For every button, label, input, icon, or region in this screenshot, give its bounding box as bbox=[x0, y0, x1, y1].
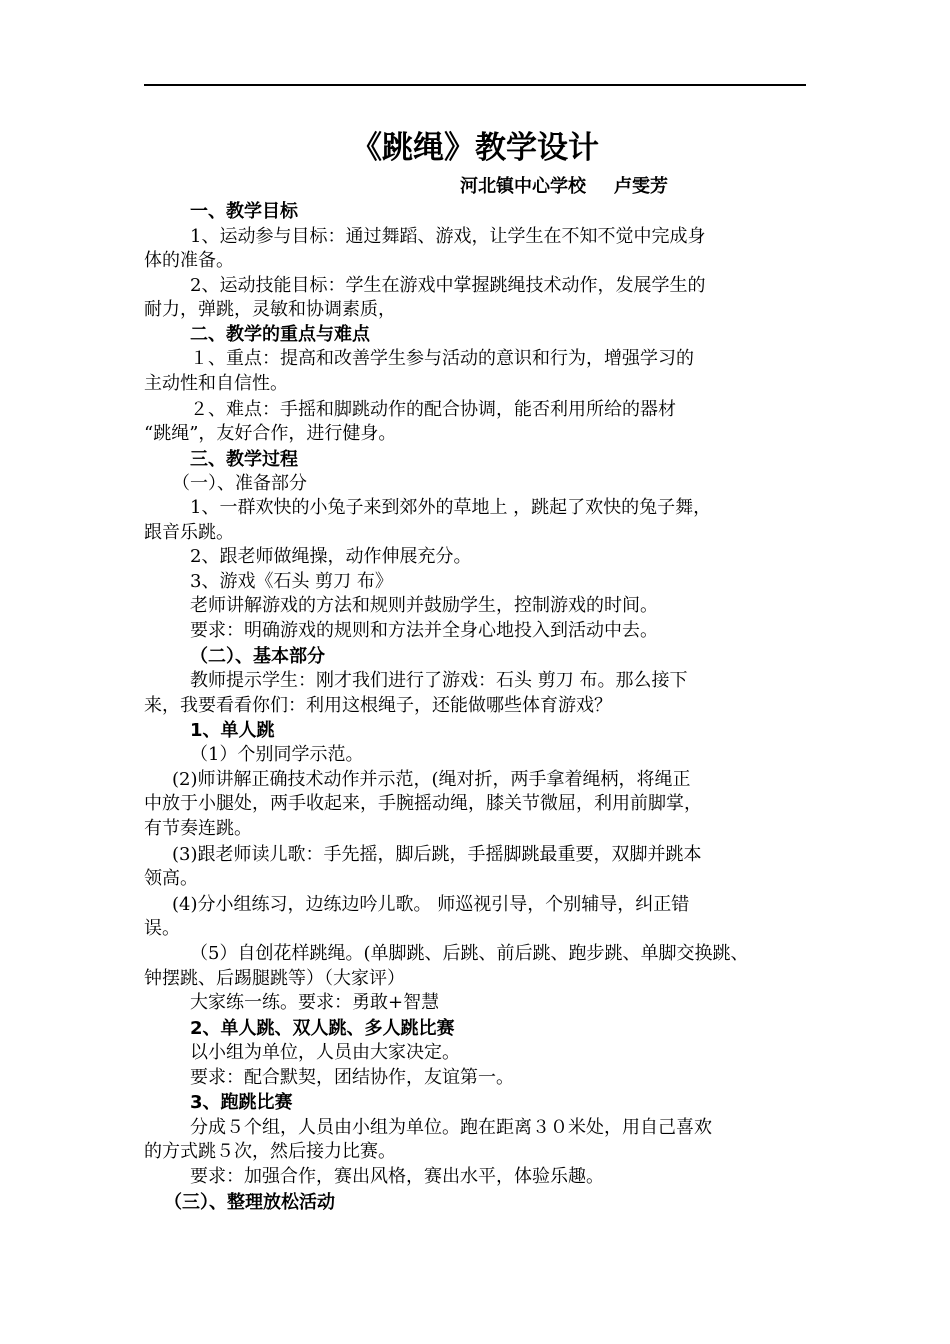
section-heading: 二、教学的重点与难点 bbox=[190, 324, 370, 345]
paragraph-line: （1）个别同学示范。 bbox=[190, 744, 364, 765]
paragraph-line: 中放于小腿处，两手收起来，手腕摇动绳，膝关节微屈，利用前脚掌， bbox=[144, 793, 702, 814]
paragraph-line: 分成５个组，人员由小组为单位。跑在距离３０米处，用自己喜欢 bbox=[190, 1117, 712, 1138]
author-line bbox=[460, 176, 668, 198]
school-name: 河北镇中心学校 bbox=[460, 176, 586, 197]
paragraph-line: 教师提示学生：刚才我们进行了游戏：石头 剪刀 布。那么接下 bbox=[190, 670, 688, 691]
paragraph-line: 钟摆跳、后踢腿跳等）（大家评） bbox=[144, 968, 405, 989]
item-heading: 2、单人跳、双人跳、多人跳比赛 bbox=[190, 1018, 455, 1039]
paragraph-line: 1、运动参与目标：通过舞蹈、游戏，让学生在不知不觉中完成身 bbox=[190, 226, 706, 247]
paragraph-line: （5）自创花样跳绳。(单脚跳、后跳、前后跳、跑步跳、单脚交换跳、 bbox=[190, 943, 749, 964]
paragraph-line: 大家练一练。要求：勇敢+智慧 bbox=[190, 992, 440, 1013]
paragraph-line: (2)师讲解正确技术动作并示范，(绳对折，两手拿着绳柄，将绳正 bbox=[172, 769, 691, 790]
document-title: 《跳绳》教学设计 bbox=[351, 130, 599, 166]
paragraph-line: 以小组为单位，人员由大家决定。 bbox=[190, 1042, 460, 1063]
subsection-heading: （一）、准备部分 bbox=[172, 473, 307, 494]
section-heading: 一、教学目标 bbox=[190, 201, 298, 222]
paragraph-line: 2、跟老师做绳操，动作伸展充分。 bbox=[190, 546, 472, 567]
paragraph-line: 2、运动技能目标：学生在游戏中掌握跳绳技术动作，发展学生的 bbox=[190, 275, 706, 296]
paragraph-line: １、重点：提高和改善学生参与活动的意识和行为，增强学习的 bbox=[190, 348, 694, 369]
paragraph-line: 跟音乐跳。 bbox=[144, 522, 234, 543]
paragraph-line: 来，我要看看你们：利用这根绳子，还能做哪些体育游戏？ bbox=[144, 695, 612, 716]
paragraph-line: 领高。 bbox=[144, 868, 198, 889]
paragraph-line: 主动性和自信性。 bbox=[144, 373, 288, 394]
paragraph-line: 的方式跳５次，然后接力比赛。 bbox=[144, 1141, 396, 1162]
section-heading: 三、教学过程 bbox=[190, 449, 298, 470]
paragraph-line: “跳绳”，友好合作，进行健身。 bbox=[144, 423, 397, 444]
paragraph-line: ２、难点：手摇和脚跳动作的配合协调，能否利用所给的器材 bbox=[190, 399, 676, 420]
paragraph-line: 要求：加强合作，赛出风格，赛出水平，体验乐趣。 bbox=[190, 1166, 604, 1187]
paragraph-line: 1、一群欢快的小兔子来到郊外的草地上 ，跳起了欢快的兔子舞， bbox=[190, 497, 712, 518]
paragraph-line: (3)跟老师读儿歌：手先摇，脚后跳，手摇脚跳最重要，双脚并跳本 bbox=[172, 844, 702, 865]
subsection-heading: （三）、整理放松活动 bbox=[164, 1192, 335, 1213]
paragraph-line: 3、游戏《石头 剪刀 布》 bbox=[190, 571, 393, 592]
paragraph-line: 老师讲解游戏的方法和规则并鼓励学生，控制游戏的时间。 bbox=[190, 595, 658, 616]
subsection-heading: （二）、基本部分 bbox=[190, 646, 325, 667]
paragraph-line: (4)分小组练习，边练边吟儿歌。 师巡视引导，个别辅导，纠正错 bbox=[172, 894, 690, 915]
header-rule bbox=[144, 84, 806, 86]
paragraph-line: 耐力，弹跳，灵敏和协调素质， bbox=[144, 299, 396, 320]
paragraph-line: 误。 bbox=[144, 918, 180, 939]
paragraph-line: 要求：明确游戏的规则和方法并全身心地投入到活动中去。 bbox=[190, 620, 658, 641]
paragraph-line: 要求：配合默契，团结协作，友谊第一。 bbox=[190, 1067, 514, 1088]
paragraph-line: 有节奏连跳。 bbox=[144, 818, 252, 839]
paragraph-line: 体的准备。 bbox=[144, 250, 234, 271]
item-heading: 3、跑跳比赛 bbox=[190, 1092, 293, 1113]
item-heading: 1、单人跳 bbox=[190, 720, 275, 741]
author-name: 卢雯芳 bbox=[614, 176, 668, 197]
